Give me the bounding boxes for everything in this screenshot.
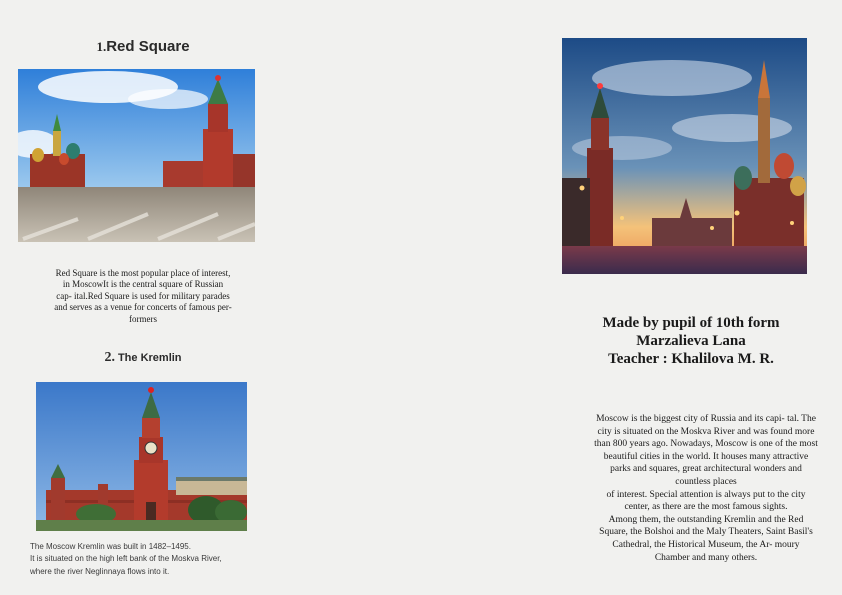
text-line: It is situated on the high left bank of the Moskva River,: [30, 554, 222, 564]
section-1-title: Red Square: [106, 38, 190, 55]
kremlin-photo: [36, 382, 247, 531]
section-2-heading: [18, 350, 268, 366]
text-line: Moscow is the biggest city of Russia and its capi- tal. The: [596, 414, 816, 424]
section-2-title: The Kremlin: [117, 352, 182, 364]
text-line: formers: [129, 313, 157, 324]
text-line: countless places: [675, 476, 737, 487]
red-square-description: [30, 268, 256, 325]
text-line: Square, the Bolshoi and the Maly Theaters, Saint Basil's: [599, 527, 813, 538]
red-square-photo: [18, 69, 255, 242]
text-line: city is situated on the Moskva River and was found more: [597, 426, 815, 437]
text-line: center, as there are the most famous sights.: [624, 502, 788, 513]
text-line: than 800 years ago. Nowadays, Moscow is one of the most: [594, 439, 818, 450]
credits: [565, 314, 817, 368]
section-2-number: 2.: [104, 350, 115, 365]
red-square-night-photo: [562, 38, 807, 274]
kremlin-description: [30, 541, 290, 578]
text-line: Among them, the outstanding Kremlin and the Red: [608, 514, 804, 525]
credits-teacher: Teacher : Khalilova M. R.: [608, 351, 774, 367]
section-1-number: 1.: [96, 39, 107, 54]
text-line: of interest. Special attention is always put to the city: [606, 489, 806, 500]
text-line: where the river Neglinnaya flows into it.: [30, 566, 170, 576]
text-line: and serves as a venue for concerts of famous per-: [54, 302, 232, 313]
text-line: in MoscowIt is the central square of Russian: [62, 279, 224, 290]
section-1-heading: [18, 38, 268, 55]
credits-name: Marzalieva Lana: [636, 333, 746, 349]
moscow-description: [572, 413, 840, 564]
text-line: cap- ital.Red Square is used for military parades: [56, 290, 230, 301]
text-line: beautiful cities in the world. It houses many attractive: [603, 451, 809, 462]
text-line: Red Square is the most popular place of interest,: [55, 268, 231, 278]
text-line: The Moscow Kremlin was built in 1482–1495.: [30, 542, 191, 551]
text-line: parks and squares, great architectural wonders and: [610, 464, 802, 475]
credits-pupil: Made by pupil of 10th form: [602, 315, 780, 331]
text-line: Chamber and many others.: [654, 552, 758, 563]
text-line: Cathedral, the Historical Museum, the Ar- moury: [612, 539, 800, 550]
